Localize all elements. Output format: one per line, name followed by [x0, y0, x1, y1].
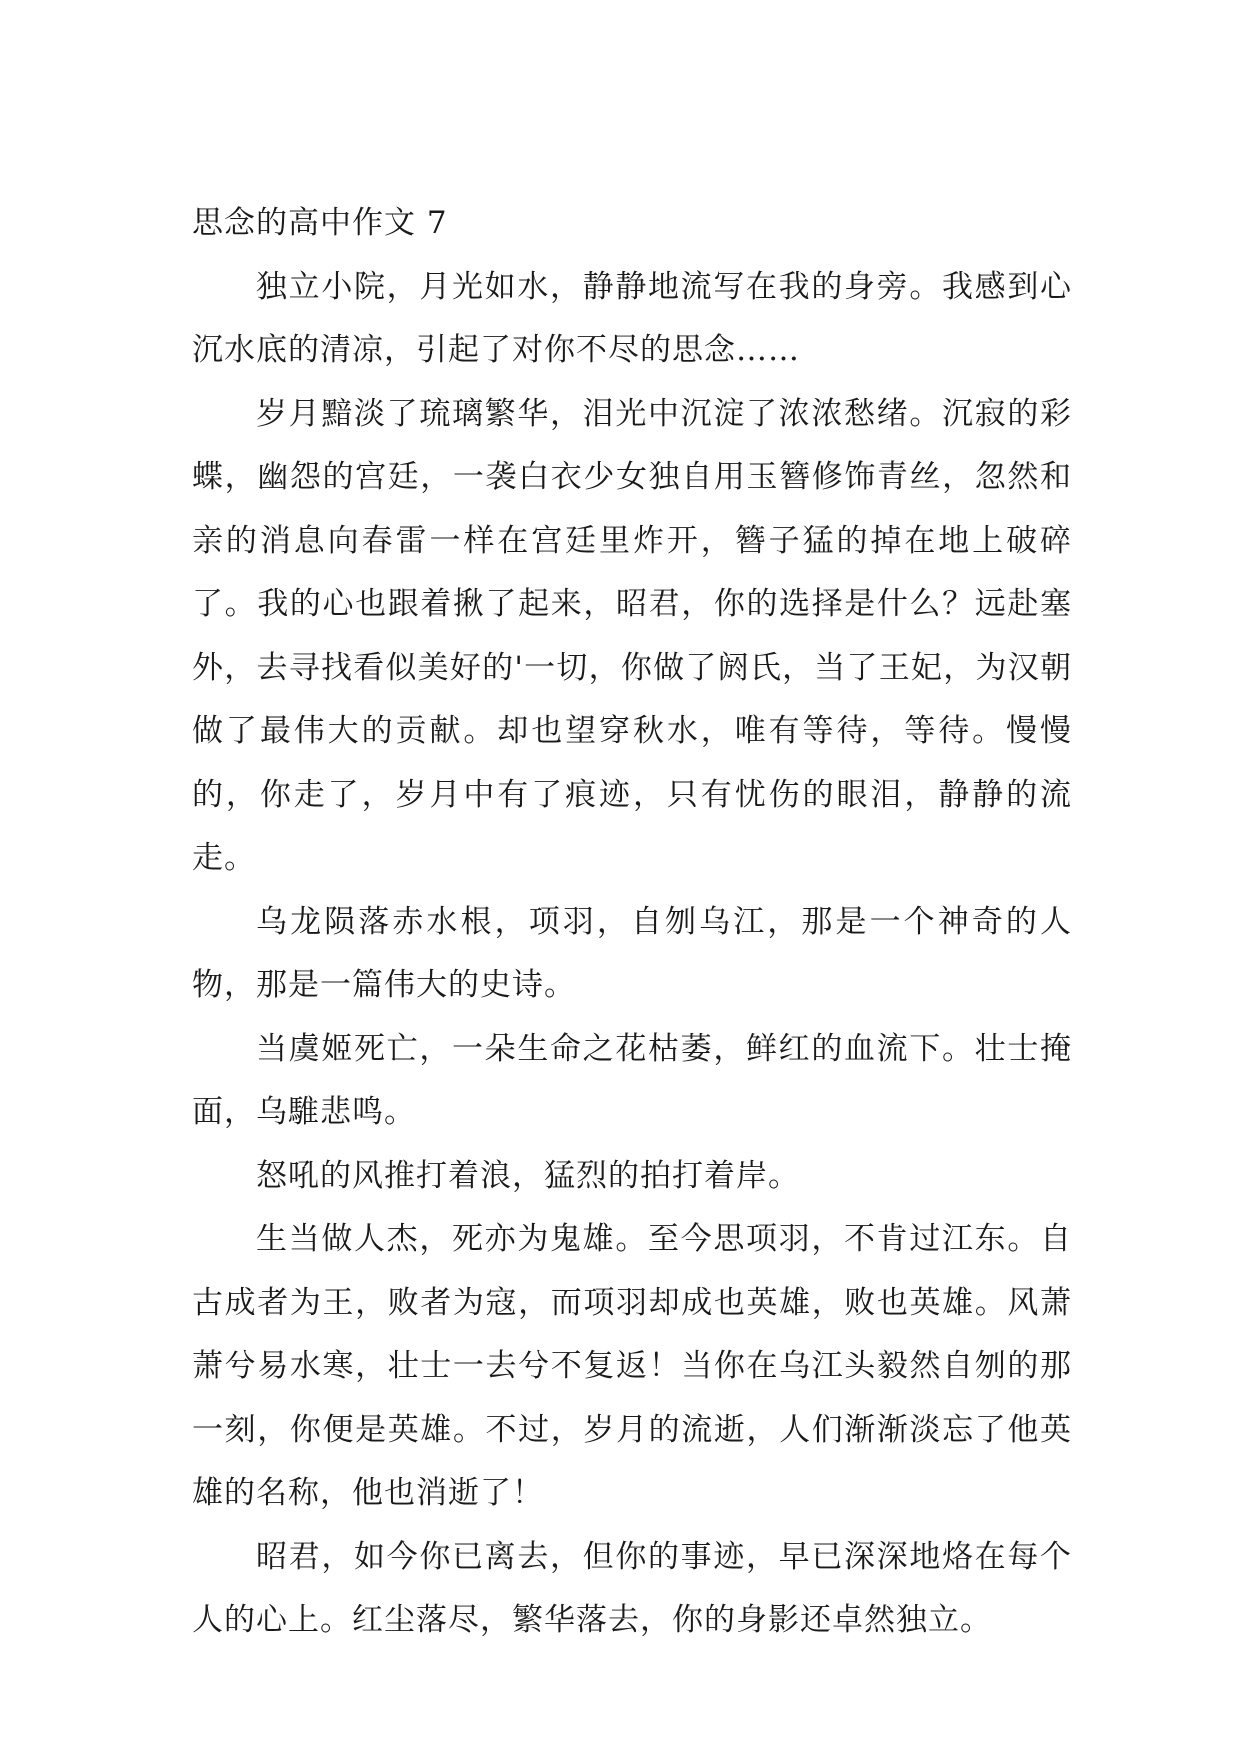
paragraph-7: 昭君，如今你已离去，但你的事迹，早已深深地烙在每个人的心上。红尘落尽，繁华落去，你的身影还卓然独立。 — [192, 1538, 1072, 1638]
paragraph-5: 怒吼的风推打着浪，猛烈的拍打着岸。 — [256, 1157, 800, 1194]
document-title: 思念的高中作文 7 — [192, 205, 448, 241]
paragraph-1: 独立小院，月光如水，静静地流写在我的身旁。我感到心沉水底的清凉，引起了对你不尽的思念…… — [192, 268, 1072, 368]
paragraph-3: 乌龙陨落赤水根，项羽，自刎乌江，那是一个神奇的人物，那是一篇伟大的史诗。 — [192, 903, 1072, 1003]
document-body — [192, 192, 1072, 1653]
paragraph-4: 当虞姬死亡，一朵生命之花枯萎，鲜红的血流下。壮士掩面，乌騅悲鸣。 — [192, 1030, 1072, 1130]
paragraph-2: 岁月黯淡了琉璃繁华，泪光中沉淀了浓浓愁绪。沉寂的彩蝶，幽怨的宫廷，一袭白衣少女独自用玉簪修饰青丝，忽然和亲的消息向春雷一样在宫廷里炸开，簪子猛的掉在地上破碎了。我的心也跟着揪了起来，昭君，你的选择是什么？远赴塞外，去寻找看似美好的'一切，你做了阏氏，当了王妃，为汉朝做了最伟大的贡献。却也望穿秋水，唯有等待，等待。慢慢的，你走了，岁月中有了痕迹，只有忧伤的眼泪，静静的流走。 — [192, 395, 1072, 876]
paragraph-6: 生当做人杰，死亦为鬼雄。至今思项羽，不肯过江东。自古成者为王，败者为寇，而项羽却成也英雄，败也英雄。风萧萧兮易水寒，壮士一去兮不复返！当你在乌江头毅然自刎的那一刻，你便是英雄。不过，岁月的流逝，人们渐渐淡忘了他英雄的名称，他也消逝了！ — [192, 1221, 1072, 1511]
